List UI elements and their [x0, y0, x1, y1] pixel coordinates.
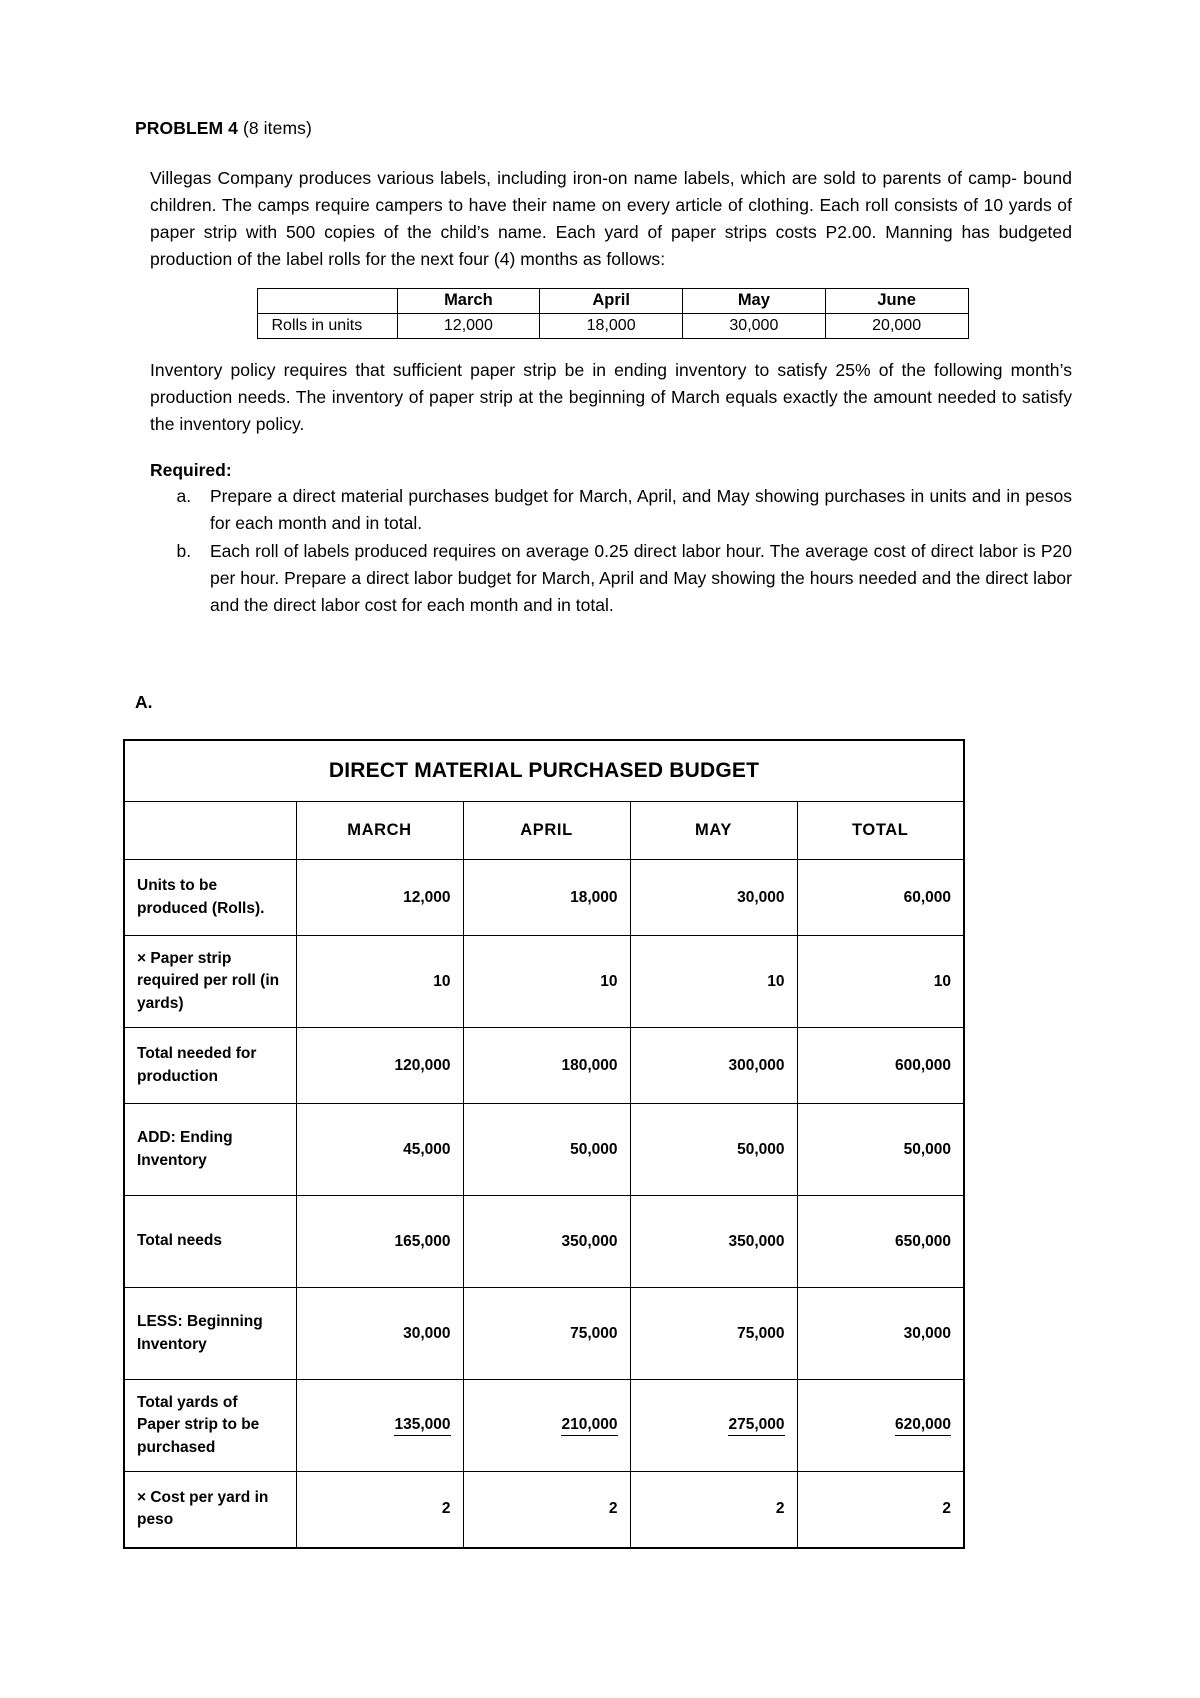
table-row — [124, 936, 964, 1028]
budget-header-row — [124, 802, 964, 860]
rolls-in-units-table — [257, 288, 969, 339]
table-row — [124, 1288, 964, 1380]
row-label-total-needs: Total needs — [124, 1196, 296, 1288]
ending-inventory-march: 45,000 — [296, 1104, 463, 1196]
intro-paragraph: Villegas Company produces various labels, including iron-on name labels, which are sold to parents of camp- bound children. The camps require campers to have their name on every article of clothing. Each roll consists of 10 yards of paper strip with 500 copies of the child’s name. Each yard of paper strips costs P2.00. Manning has budgeted production of the label rolls for the next four (4) months as follows: — [150, 168, 1072, 270]
total-yards-purchased-march — [296, 1380, 463, 1472]
total-needs-total: 650,000 — [797, 1196, 964, 1288]
row-label-less-beginning-inventory: LESS: Beginning Inventory — [124, 1288, 296, 1380]
rolls-march: 12,000 — [397, 313, 540, 338]
months-corner-cell — [257, 288, 397, 313]
ending-inventory-april: 50,000 — [463, 1104, 630, 1196]
budget-corner-cell — [124, 802, 296, 860]
ending-inventory-may: 50,000 — [630, 1104, 797, 1196]
total-needs-april: 350,000 — [463, 1196, 630, 1288]
problem-heading — [135, 118, 1072, 139]
table-row — [124, 1028, 964, 1104]
total-yards-purchased-april — [463, 1380, 630, 1472]
table-row — [124, 860, 964, 936]
row-label-total-yards-purchased: Total yards of Paper strip to be purchased — [124, 1380, 296, 1472]
cost-per-yard-april: 2 — [463, 1472, 630, 1548]
budget-header-april: APRIL — [463, 802, 630, 860]
table-row — [124, 1104, 964, 1196]
budget-title: DIRECT MATERIAL PURCHASED BUDGET — [124, 740, 964, 802]
total-needed-for-production-april: 180,000 — [463, 1028, 630, 1104]
total-needed-for-production-may: 300,000 — [630, 1028, 797, 1104]
required-item-b: b. Each roll of labels produced requires on average 0.25 direct labor hour. The average cost of direct labor is P20 per hour. Prepare a direct labor budget for March, April and May showing the hours needed and the direct labor and the direct labor cost for each month and in total. — [196, 538, 1072, 619]
total-needs-may: 350,000 — [630, 1196, 797, 1288]
row-label-paper-strip-per-roll: × Paper strip required per roll (in yards) — [124, 936, 296, 1028]
beginning-inventory-march: 30,000 — [296, 1288, 463, 1380]
inventory-policy-paragraph: Inventory policy requires that sufficient paper strip be in ending inventory to satisfy 25% of the following month’s production needs. The inventory of paper strip at the beginning of March equals exactly the amount needed to satisfy the inventory policy. — [150, 359, 1072, 434]
units-to-be-produced-april: 18,000 — [463, 860, 630, 936]
units-to-be-produced-total: 60,000 — [797, 860, 964, 936]
row-label-cost-per-yard: × Cost per yard in peso — [124, 1472, 296, 1548]
total-yards-purchased-total — [797, 1380, 964, 1472]
value-underlined: 620,000 — [895, 1416, 951, 1436]
budget-title-row — [124, 740, 964, 802]
table-row — [257, 288, 968, 313]
budget-header-may: MAY — [630, 802, 797, 860]
value-underlined: 135,000 — [394, 1416, 450, 1436]
required-list — [150, 483, 1072, 620]
beginning-inventory-total: 30,000 — [797, 1288, 964, 1380]
beginning-inventory-april: 75,000 — [463, 1288, 630, 1380]
rolls-june: 20,000 — [825, 313, 968, 338]
budget-header-total: TOTAL — [797, 802, 964, 860]
months-header-march: March — [397, 288, 540, 313]
cost-per-yard-may: 2 — [630, 1472, 797, 1548]
units-to-be-produced-may: 30,000 — [630, 860, 797, 936]
months-header-april: April — [540, 288, 683, 313]
problem-number: PROBLEM 4 — [135, 118, 238, 138]
months-header-june: June — [825, 288, 968, 313]
months-row-label: Rolls in units — [257, 313, 397, 338]
paper-strip-per-roll-may: 10 — [630, 936, 797, 1028]
row-label-add-ending-inventory: ADD: Ending Inventory — [124, 1104, 296, 1196]
total-needed-for-production-total: 600,000 — [797, 1028, 964, 1104]
value-underlined: 275,000 — [728, 1416, 784, 1436]
total-yards-purchased-may — [630, 1380, 797, 1472]
paper-strip-per-roll-march: 10 — [296, 936, 463, 1028]
beginning-inventory-may: 75,000 — [630, 1288, 797, 1380]
budget-header-march: MARCH — [296, 802, 463, 860]
row-label-units-to-be-produced: Units to be produced (Rolls). — [124, 860, 296, 936]
value-underlined: 210,000 — [561, 1416, 617, 1436]
paper-strip-per-roll-april: 10 — [463, 936, 630, 1028]
units-to-be-produced-march: 12,000 — [296, 860, 463, 936]
total-needs-march: 165,000 — [296, 1196, 463, 1288]
cost-per-yard-march: 2 — [296, 1472, 463, 1548]
direct-material-purchased-budget-table — [123, 739, 965, 1549]
rolls-april: 18,000 — [540, 313, 683, 338]
required-item-a: a. Prepare a direct material purchases budget for March, April, and May showing purchases in units and in pesos for each month and in total. — [196, 483, 1072, 537]
cost-per-yard-total: 2 — [797, 1472, 964, 1548]
table-row — [124, 1380, 964, 1472]
required-heading: Required: — [150, 459, 232, 480]
table-row — [257, 313, 968, 338]
row-label-total-needed-for-production: Total needed for production — [124, 1028, 296, 1104]
answer-section-letter: A. — [135, 691, 153, 712]
rolls-may: 30,000 — [683, 313, 826, 338]
ending-inventory-total: 50,000 — [797, 1104, 964, 1196]
paper-strip-per-roll-total: 10 — [797, 936, 964, 1028]
months-table-wrapper — [135, 288, 1072, 339]
months-header-may: May — [683, 288, 826, 313]
problem-items-count: (8 items) — [238, 118, 312, 138]
total-needed-for-production-march: 120,000 — [296, 1028, 463, 1104]
table-row — [124, 1196, 964, 1288]
table-row — [124, 1472, 964, 1548]
